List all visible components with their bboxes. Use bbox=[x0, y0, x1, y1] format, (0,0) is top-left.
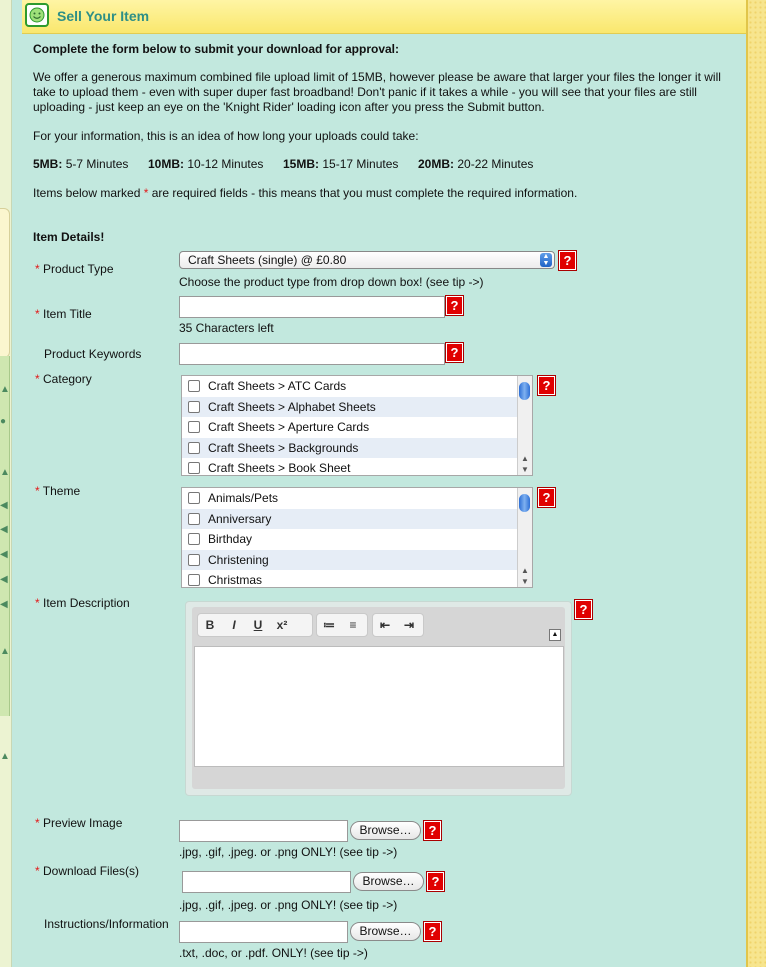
speaker-icon[interactable]: ◀ bbox=[0, 500, 8, 511]
list-toolbar-group bbox=[316, 613, 368, 637]
list-item[interactable] bbox=[182, 509, 532, 530]
required-star: * bbox=[35, 307, 40, 321]
scrollbar[interactable] bbox=[517, 488, 532, 587]
unordered-list-icon[interactable]: ≡ bbox=[349, 618, 357, 632]
download-files-label-text: Download Files(s) bbox=[43, 864, 140, 878]
checkbox[interactable] bbox=[188, 513, 200, 525]
list-item[interactable] bbox=[182, 397, 532, 418]
editor-frame bbox=[192, 607, 565, 789]
upload-size: 15MB: bbox=[283, 157, 320, 171]
required-note-post: are required fields - this means that you must complete the required information. bbox=[151, 186, 578, 200]
required-star: * bbox=[35, 816, 40, 830]
required-star: * bbox=[35, 372, 40, 386]
keywords-input[interactable] bbox=[179, 343, 445, 365]
product-type-label bbox=[35, 262, 114, 276]
help-icon[interactable]: ? bbox=[559, 251, 576, 270]
smiley-house-icon bbox=[25, 3, 49, 27]
help-icon[interactable]: ? bbox=[446, 343, 463, 362]
scrollbar[interactable] bbox=[517, 376, 532, 475]
help-icon[interactable]: ? bbox=[575, 600, 592, 619]
scrollbar-thumb[interactable] bbox=[519, 382, 530, 400]
list-item[interactable] bbox=[182, 438, 532, 459]
list-item[interactable] bbox=[182, 376, 532, 397]
product-type-hint: Choose the product type from drop down box! (see tip ->) bbox=[179, 275, 484, 289]
outdent-icon[interactable]: ⇤ bbox=[379, 618, 391, 632]
instructions-label: Instructions/Information bbox=[44, 917, 169, 931]
list-item-label: Craft Sheets > ATC Cards bbox=[208, 379, 347, 394]
preview-image-hint: .jpg, .gif, .jpeg. or .png ONLY! (see tip ->) bbox=[179, 845, 398, 859]
list-item-label: Craft Sheets > Book Sheet bbox=[208, 461, 351, 476]
scroll-down-arrow-icon[interactable]: ▼ bbox=[521, 577, 529, 586]
upload-time-5mb bbox=[33, 157, 128, 172]
checkbox[interactable] bbox=[188, 442, 200, 454]
list-item[interactable] bbox=[182, 417, 532, 438]
download-files-label bbox=[35, 864, 139, 878]
preview-image-label-text: Preview Image bbox=[43, 816, 123, 830]
rich-text-editor bbox=[185, 601, 572, 796]
list-item-label: Christmas bbox=[208, 573, 263, 588]
checkbox[interactable] bbox=[188, 554, 200, 566]
preview-image-label bbox=[35, 816, 122, 830]
keywords-label: Product Keywords bbox=[44, 347, 142, 361]
help-icon[interactable]: ? bbox=[538, 488, 555, 507]
ordered-list-icon[interactable]: ≔ bbox=[323, 618, 335, 632]
checkbox[interactable] bbox=[188, 462, 200, 474]
checkbox[interactable] bbox=[188, 533, 200, 545]
checkbox[interactable] bbox=[188, 401, 200, 413]
category-label-text: Category bbox=[43, 372, 92, 386]
upload-time: 15-17 Minutes bbox=[322, 157, 399, 171]
required-star: * bbox=[35, 262, 40, 276]
checkbox[interactable] bbox=[188, 380, 200, 392]
theme-label-text: Theme bbox=[42, 484, 81, 498]
section-title: Item Details! bbox=[33, 230, 105, 244]
format-toolbar-group bbox=[197, 613, 313, 637]
list-item-label: Birthday bbox=[208, 532, 253, 547]
upload-size: 20MB: bbox=[418, 157, 455, 171]
help-icon[interactable]: ? bbox=[424, 821, 441, 840]
superscript-button[interactable]: x² bbox=[276, 618, 288, 632]
description-textarea[interactable] bbox=[194, 646, 564, 767]
title-characters-left: 35 Characters left bbox=[179, 321, 274, 335]
list-item-label: Craft Sheets > Alphabet Sheets bbox=[208, 399, 376, 414]
list-item-label: Craft Sheets > Aperture Cards bbox=[208, 420, 370, 435]
bold-button[interactable]: B bbox=[205, 618, 215, 632]
theme-label bbox=[35, 484, 80, 498]
sidebar-dot-icon: ● bbox=[0, 416, 7, 427]
speaker-icon[interactable]: ◀ bbox=[0, 599, 8, 610]
select-arrows-icon: ▲ ▼ bbox=[540, 253, 552, 267]
theme-listbox[interactable] bbox=[181, 487, 533, 588]
list-item[interactable] bbox=[182, 550, 532, 571]
sidebar-tab[interactable] bbox=[0, 208, 10, 358]
scroll-up-arrow-icon[interactable]: ▲ bbox=[521, 454, 529, 463]
download-files-browse-button[interactable]: Browse… bbox=[353, 872, 424, 891]
required-note-pre: Items below marked bbox=[33, 186, 141, 200]
underline-button[interactable]: U bbox=[253, 618, 263, 632]
category-label bbox=[35, 372, 92, 386]
item-title-input[interactable] bbox=[179, 296, 445, 318]
instructions-hint: .txt, .doc, or .pdf. ONLY! (see tip ->) bbox=[179, 946, 368, 960]
intro-heading: Complete the form below to submit your download for approval: bbox=[33, 42, 400, 56]
category-listbox[interactable] bbox=[181, 375, 533, 476]
upload-time-20mb bbox=[418, 157, 533, 172]
instructions-browse-button[interactable]: Browse… bbox=[350, 922, 421, 941]
required-star: * bbox=[35, 596, 40, 610]
speaker-icon[interactable]: ◀ bbox=[0, 549, 8, 560]
upload-time-10mb bbox=[148, 157, 263, 172]
help-icon[interactable]: ? bbox=[427, 872, 444, 891]
sidebar-panel bbox=[0, 356, 10, 716]
required-note bbox=[33, 186, 577, 201]
upload-info: For your information, this is an idea of how long your uploads could take: bbox=[33, 129, 419, 143]
page-header bbox=[22, 0, 746, 34]
help-icon[interactable]: ? bbox=[424, 922, 441, 941]
checkbox[interactable] bbox=[188, 492, 200, 504]
upload-time: 20-22 Minutes bbox=[457, 157, 534, 171]
collapse-toolbar-icon[interactable]: ▲ bbox=[549, 629, 561, 641]
download-files-hint: .jpg, .gif, .jpeg. or .png ONLY! (see tip ->) bbox=[179, 898, 398, 912]
intro-line: uploading - just keep an eye on the 'Knight Rider' loading icon after you press the Submit button. bbox=[33, 100, 545, 114]
required-star: * bbox=[143, 186, 149, 200]
instructions-file-field[interactable] bbox=[179, 921, 348, 943]
help-icon[interactable]: ? bbox=[446, 296, 463, 315]
required-star: * bbox=[35, 864, 40, 878]
intro-line: take to upload them - even with super duper fast broadband! Don't panic if it takes a while - you will see that your files are still bbox=[33, 85, 697, 99]
list-item-label: Anniversary bbox=[208, 511, 272, 526]
product-type-select[interactable] bbox=[179, 251, 555, 269]
description-label bbox=[35, 596, 130, 610]
product-type-label-text: Product Type bbox=[43, 262, 114, 276]
sidebar-arrow-icon[interactable]: ▲ bbox=[0, 467, 10, 478]
italic-button[interactable]: I bbox=[232, 618, 236, 632]
upload-time-15mb bbox=[283, 157, 398, 172]
product-type-value: Craft Sheets (single) @ £0.80 bbox=[188, 253, 347, 267]
page-title: Sell Your Item bbox=[57, 8, 150, 24]
upload-time: 10-12 Minutes bbox=[187, 157, 264, 171]
sidebar-arrow-icon[interactable]: ▲ bbox=[0, 646, 10, 657]
scroll-down-arrow-icon[interactable]: ▼ bbox=[521, 465, 529, 474]
list-item[interactable] bbox=[182, 570, 532, 588]
download-files-file-field[interactable] bbox=[182, 871, 351, 893]
list-item-label: Animals/Pets bbox=[208, 491, 279, 506]
description-label-text: Item Description bbox=[43, 596, 130, 610]
scroll-up-arrow-icon[interactable]: ▲ bbox=[521, 566, 529, 575]
right-decorative-border bbox=[746, 0, 766, 967]
upload-size: 5MB: bbox=[33, 157, 63, 171]
speaker-icon[interactable]: ◀ bbox=[0, 524, 8, 535]
speaker-icon[interactable]: ◀ bbox=[0, 574, 8, 585]
scrollbar-thumb[interactable] bbox=[519, 494, 530, 512]
upload-time: 5-7 Minutes bbox=[65, 157, 129, 171]
list-item-label: Christening bbox=[208, 552, 269, 567]
sidebar-arrow-icon[interactable]: ▲ bbox=[0, 384, 10, 395]
intro-line: We offer a generous maximum combined file upload limit of 15MB, however please be aware that larger your files the longer it will bbox=[33, 70, 721, 84]
item-title-label bbox=[35, 307, 92, 321]
list-item[interactable] bbox=[182, 488, 532, 509]
list-item[interactable] bbox=[182, 529, 532, 550]
checkbox[interactable] bbox=[188, 421, 200, 433]
indent-toolbar-group bbox=[372, 613, 424, 637]
preview-image-file-field[interactable] bbox=[179, 820, 348, 842]
required-star: * bbox=[35, 484, 40, 498]
help-icon[interactable]: ? bbox=[538, 376, 555, 395]
sidebar-arrow-icon[interactable]: ▲ bbox=[0, 751, 10, 762]
item-title-label-text: Item Title bbox=[43, 307, 92, 321]
preview-image-browse-button[interactable]: Browse… bbox=[350, 821, 421, 840]
list-item-label: Craft Sheets > Backgrounds bbox=[208, 440, 359, 455]
indent-icon[interactable]: ⇥ bbox=[403, 618, 415, 632]
list-item[interactable] bbox=[182, 458, 532, 476]
upload-size: 10MB: bbox=[148, 157, 185, 171]
checkbox[interactable] bbox=[188, 574, 200, 586]
